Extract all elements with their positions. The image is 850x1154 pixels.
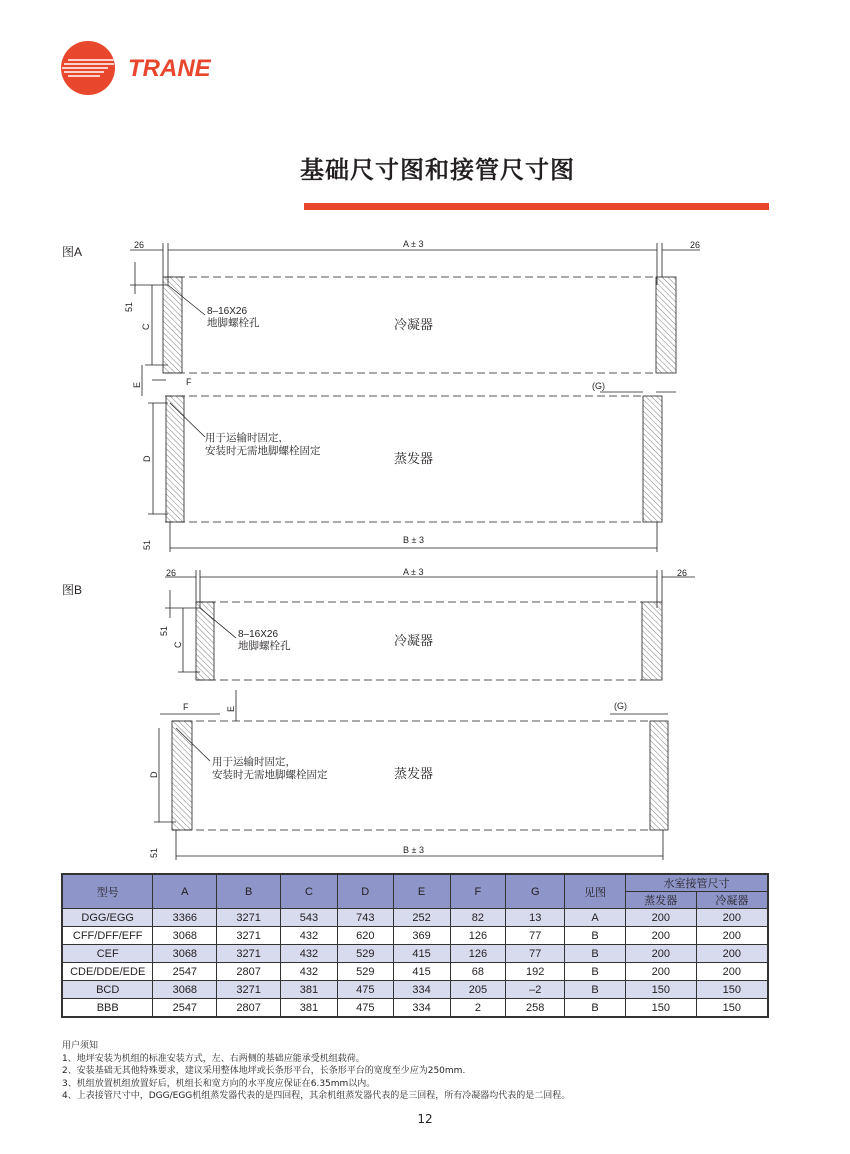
dim-b-label: B ± 3 (403, 535, 424, 545)
table-row (62, 945, 768, 963)
table-cell: B (565, 945, 626, 963)
note-item: 1、地坪安装为机组的标准安装方式，左、右两侧的基础应能承受机组载荷。 (62, 1053, 365, 1064)
table-row (62, 999, 768, 1018)
transport-note-2: 安装时无需地脚螺栓固定 (212, 769, 328, 781)
table-cell: 126 (450, 927, 506, 945)
table-cell: 334 (393, 981, 450, 999)
table-cell: 252 (393, 909, 450, 927)
dim-a-label: A ± 3 (403, 567, 424, 577)
dim-26-left: 26 (166, 568, 177, 578)
table-cell: 3068 (153, 981, 217, 999)
table-cell: 77 (506, 927, 565, 945)
dim-b-label: B ± 3 (403, 845, 424, 855)
table-cell: 3366 (153, 909, 217, 927)
dim-g: (G) (592, 381, 605, 391)
header-condenser: 冷凝器 (696, 892, 768, 909)
dim-d: D (142, 455, 152, 462)
evaporator-label: 蒸发器 (394, 766, 434, 781)
table-cell: B (565, 963, 626, 981)
table-cell: 82 (450, 909, 506, 927)
table-cell: 3271 (217, 981, 281, 999)
table-cell: 381 (281, 981, 338, 999)
dim-c: C (173, 641, 183, 648)
table-cell: 200 (696, 927, 768, 945)
header-see-figure: 见图 (565, 874, 626, 909)
table-cell: 150 (696, 981, 768, 999)
table-cell: 529 (337, 963, 393, 981)
figure-a-label: 图A (62, 245, 83, 259)
dim-f: F (186, 377, 192, 387)
table-cell: 475 (337, 999, 393, 1018)
header-g: G (506, 874, 565, 909)
table-cell: 415 (393, 945, 450, 963)
table-cell: 200 (625, 927, 696, 945)
table-cell: 334 (393, 999, 450, 1018)
table-cell: 2807 (217, 999, 281, 1018)
bolt-spec: 8–16X26 (207, 306, 248, 317)
table-cell: 126 (450, 945, 506, 963)
table-cell: 2547 (153, 963, 217, 981)
table-cell: 205 (450, 981, 506, 999)
table-cell: 68 (450, 963, 506, 981)
svg-text:TRANE: TRANE (128, 55, 211, 82)
table-cell: B (565, 999, 626, 1018)
dim-c: C (141, 323, 151, 330)
dim-e: E (132, 381, 142, 388)
figure-b-label: 图B (62, 583, 83, 597)
header-e: E (393, 874, 450, 909)
dim-51-bottom: 51 (142, 539, 152, 550)
condenser-label: 冷凝器 (394, 633, 434, 648)
header-evaporator: 蒸发器 (625, 892, 696, 909)
header-d: D (337, 874, 393, 909)
table-cell: 529 (337, 945, 393, 963)
table-cell: 200 (625, 963, 696, 981)
trane-logo (58, 38, 238, 98)
dim-51-bottom: 51 (149, 847, 159, 858)
dim-e: E (226, 705, 236, 712)
table-cell: 369 (393, 927, 450, 945)
dim-d: D (149, 771, 159, 778)
table-row (62, 927, 768, 945)
table-cell: 150 (625, 999, 696, 1018)
table-cell: DGG/EGG (62, 909, 153, 927)
transport-note-1: 用于运输时固定， (212, 756, 296, 768)
header-b: B (217, 874, 281, 909)
table-cell: 13 (506, 909, 565, 927)
dimension-table (61, 873, 769, 1018)
notes-heading: 用户须知 (62, 1041, 99, 1051)
table-cell: B (565, 981, 626, 999)
table-row (62, 909, 768, 927)
table-cell: CFF/DFF/EFF (62, 927, 153, 945)
header-model: 型号 (62, 874, 153, 909)
bolt-label: 地脚螺栓孔 (207, 317, 260, 329)
table-cell: 620 (337, 927, 393, 945)
dim-26-right: 26 (677, 568, 688, 578)
table-cell: 200 (625, 945, 696, 963)
transport-note-2: 安装时无需地脚螺栓固定 (205, 445, 321, 457)
figure-a (130, 243, 700, 552)
condenser-label: 冷凝器 (394, 317, 434, 332)
table-cell: 258 (506, 999, 565, 1018)
table-cell: 432 (281, 927, 338, 945)
header-f: F (450, 874, 506, 909)
table-row (62, 963, 768, 981)
bolt-spec: 8–16X26 (238, 629, 279, 640)
table-cell: 150 (696, 999, 768, 1018)
dim-51-top: 51 (159, 625, 169, 636)
table-cell: 200 (696, 945, 768, 963)
table-cell: 150 (625, 981, 696, 999)
table-cell: BCD (62, 981, 153, 999)
page-number: 12 (417, 1112, 433, 1126)
note-item: 3、机组放置机组放置好后，机组长和宽方向的水平度应保证在6.35mm以内。 (62, 1078, 376, 1089)
table-cell: 3068 (153, 927, 217, 945)
foundation-diagrams (0, 230, 850, 870)
table-cell: 432 (281, 963, 338, 981)
user-notes (62, 1040, 570, 1103)
table-cell: B (565, 927, 626, 945)
bolt-label: 地脚螺栓孔 (238, 640, 291, 652)
table-cell: 3271 (217, 945, 281, 963)
table-cell: 432 (281, 945, 338, 963)
transport-note-1: 用于运输时固定， (205, 432, 289, 444)
table-cell: A (565, 909, 626, 927)
title-underline (304, 203, 769, 210)
dim-26-left: 26 (134, 240, 145, 250)
table-cell: 200 (625, 909, 696, 927)
table-cell: 77 (506, 945, 565, 963)
table-cell: 415 (393, 963, 450, 981)
table-cell: 2 (450, 999, 506, 1018)
note-item: 2、安装基础无其他特殊要求，建议采用整体地坪或长条形平台，长条形平台的宽度至少应为250mm. (62, 1066, 466, 1076)
table-cell: 3068 (153, 945, 217, 963)
evaporator-label: 蒸发器 (394, 451, 434, 466)
note-item: 4、上表接管尺寸中，DGG/EGG机组蒸发器代表的是四回程，其余机组蒸发器代表的是三回程，所有冷凝器均代表的是二回程。 (62, 1091, 571, 1101)
table-cell: CDE/DDE/EDE (62, 963, 153, 981)
table-cell: 200 (696, 909, 768, 927)
table-cell: 200 (696, 963, 768, 981)
table-cell: 3271 (217, 927, 281, 945)
header-water-box: 水室接管尺寸 (625, 874, 768, 892)
dim-a-label: A ± 3 (403, 239, 424, 249)
page-title: 基础尺寸图和接管尺寸图 (300, 156, 575, 184)
table-cell: 743 (337, 909, 393, 927)
table-cell: 2547 (153, 999, 217, 1018)
table-cell: CEF (62, 945, 153, 963)
dim-51-top: 51 (124, 301, 134, 312)
figure-b (154, 570, 695, 860)
table-cell: 192 (506, 963, 565, 981)
table-row (62, 981, 768, 999)
dim-26-right: 26 (690, 240, 701, 250)
table-cell: 543 (281, 909, 338, 927)
header-c: C (281, 874, 338, 909)
header-a: A (153, 874, 217, 909)
table-cell: 475 (337, 981, 393, 999)
table-cell: 2807 (217, 963, 281, 981)
dim-g: (G) (614, 701, 627, 711)
dim-f: F (183, 702, 189, 712)
table-cell: BBB (62, 999, 153, 1018)
table-cell: 381 (281, 999, 338, 1018)
table-cell: –2 (506, 981, 565, 999)
table-cell: 3271 (217, 909, 281, 927)
